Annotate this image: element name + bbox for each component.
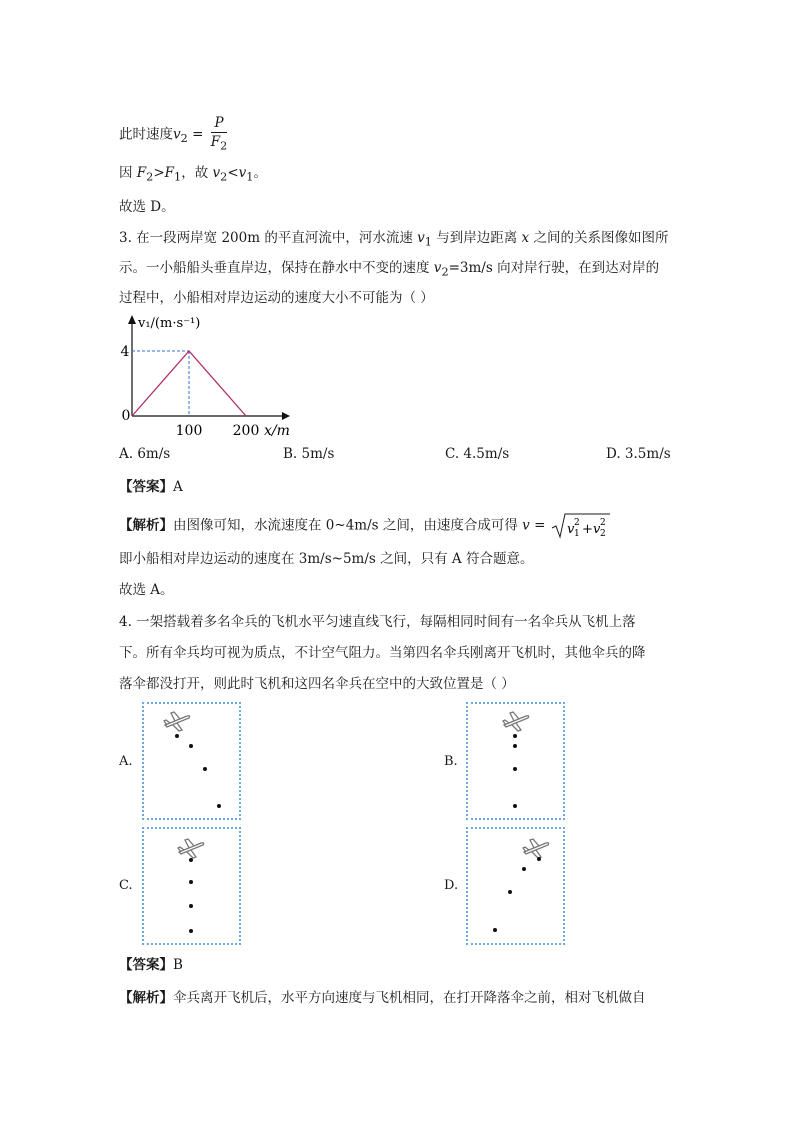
q3-choose: 故选 A。 (119, 582, 174, 598)
q3-text-line-1: 3. 在一段两岸宽 200m 的平直河流中，河水流速 $v_1$ 与到岸边距离 x 之间的关系图像如图所 (119, 230, 669, 249)
paratrooper-dot (189, 880, 193, 884)
paratrooper-dot (189, 744, 193, 748)
paratrooper-dot (203, 767, 207, 771)
paratrooper-dot (175, 734, 179, 738)
q4-text-line-3: 落伞都没打开，则此时飞机和这四名伞兵在空中的大致位置是（ ） (119, 676, 515, 692)
svg-text:1: 1 (573, 529, 580, 539)
paratrooper-dot (189, 858, 193, 862)
paratrooper-dot (493, 928, 497, 932)
airplane-icon (501, 710, 531, 736)
choose-d-line: 故选 D。 (119, 199, 175, 215)
svg-text:v: v (566, 522, 575, 537)
paratrooper-dot (217, 804, 221, 808)
x-tick-label: 200 (232, 423, 260, 439)
q4-text-line-1: 4. 一架搭载着多名伞兵的飞机水平匀速直线飞行，每隔相同时间有一名伞兵从飞机上落 (119, 614, 636, 630)
q3-option-d[interactable]: D. 3.5m/s (606, 446, 671, 462)
q3-option-a[interactable]: A. 6m/s (119, 446, 171, 462)
airplane-icon (162, 710, 192, 736)
q3-text-line-3: 过程中，小船相对岸边运动的速度大小不可能为（ ） (119, 290, 434, 306)
q4-label-c[interactable]: C. (119, 878, 133, 893)
paratrooper-dot (513, 734, 517, 738)
fraction-p-over-f2: $\frac{P}{F_2}$ (210, 115, 228, 153)
paratrooper-dot (513, 804, 517, 808)
paratrooper-dot (522, 867, 526, 871)
q4-option-b-box[interactable] (466, 702, 565, 820)
q3-option-c[interactable]: C. 4.5m/s (445, 446, 510, 462)
svg-text:2: 2 (573, 518, 580, 528)
q4-label-a[interactable]: A. (119, 754, 133, 769)
q3-analysis-line-2: 即小船相对岸边运动的速度在 3m/s~5m/s 之间，只有 A 符合题意。 (119, 551, 534, 567)
q3-text-line-2: 示。一小船船头垂直岸边，保持在静水中不变的速度 $v_2=3m/s$ 向对岸行驶，在到达对岸的 (119, 260, 660, 279)
q4-answer: 【答案】B (119, 957, 183, 973)
paratrooper-dot (508, 890, 512, 894)
y-axis-arrow (128, 315, 136, 324)
q4-text-line-2: 下。所有伞兵均可视为质点，不计空气阻力。当第四名伞兵刚离开飞机时，其他伞兵的降 (119, 645, 646, 661)
paratrooper-dot (513, 744, 517, 748)
y-tick-label: 4 (120, 344, 130, 360)
q3-option-b[interactable]: B. 5m/s (283, 446, 335, 462)
speed-formula-line: 此时速度$v_2$ = $\frac{P}{F_2}$ (119, 114, 227, 156)
x-tick-label: 0 (121, 408, 131, 424)
q4-label-d[interactable]: D. (444, 878, 459, 893)
sqrt-formula (550, 512, 612, 540)
svg-text:2: 2 (599, 518, 606, 528)
paratrooper-dot (537, 857, 541, 861)
q4-option-c-box[interactable] (142, 827, 241, 945)
q4-option-d-box[interactable] (466, 827, 565, 945)
paratrooper-dot (513, 767, 517, 771)
q4-label-b[interactable]: B. (444, 754, 458, 769)
x-axis-arrow (282, 412, 290, 420)
y-axis-label: v₁/(m·s⁻¹) (138, 316, 201, 331)
paratrooper-dot (189, 929, 193, 933)
comparison-line: 因 $F_2>F_1$，故 $v_2<v_1$。 (119, 165, 267, 184)
q3-analysis-line-1: 【解析】由图像可知，水流速度在 0~4m/s 之间，由速度合成可得 v = v 1 2 + v 2 2 (119, 512, 612, 540)
svg-text:+: + (581, 522, 593, 537)
svg-text:v: v (592, 522, 601, 537)
velocity-distance-chart (112, 312, 302, 440)
airplane-icon (521, 837, 551, 863)
paratrooper-dot (189, 904, 193, 908)
svg-text:2: 2 (599, 529, 606, 539)
q4-analysis: 【解析】伞兵离开飞机后，水平方向速度与飞机相同，在打开降落伞之前，相对飞机做自 (119, 990, 646, 1006)
q3-answer: 【答案】A (119, 479, 183, 495)
x-axis-label: x/m (264, 423, 290, 439)
x-tick-label: 100 (175, 423, 203, 439)
q4-option-a-box[interactable] (142, 702, 241, 820)
